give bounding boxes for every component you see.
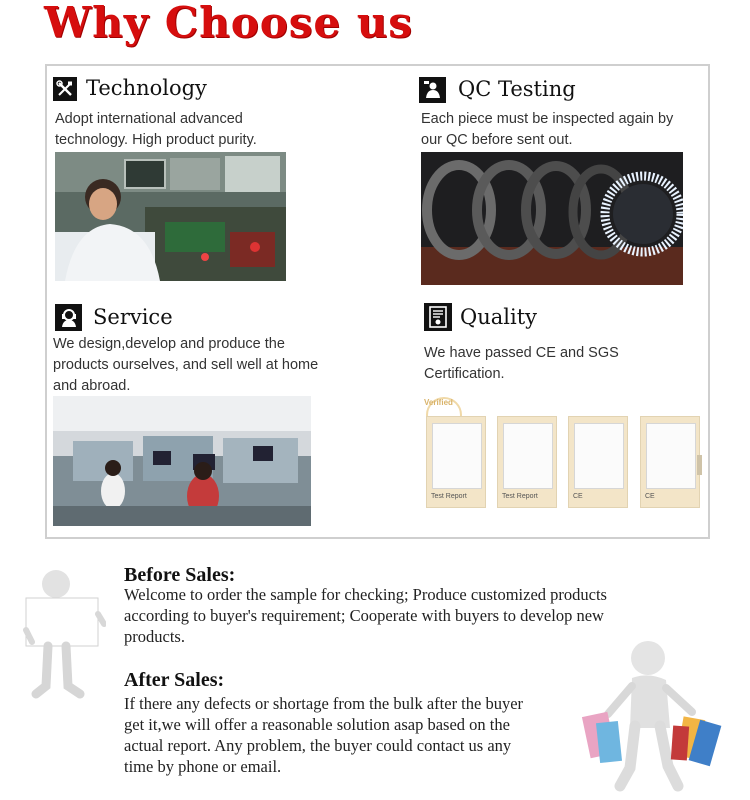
certificate-label: CE bbox=[645, 493, 655, 500]
figure-with-shopping-bags bbox=[580, 638, 730, 793]
service-title: Service bbox=[93, 305, 173, 329]
service-icon bbox=[55, 304, 82, 331]
certificate-card[interactable] bbox=[497, 416, 557, 508]
page-title: Why Choose us bbox=[44, 0, 413, 47]
certificate-label: Test Report bbox=[431, 493, 467, 500]
before-sales-text: Welcome to order the sample for checking; Produce customized products according to buyer's requirement; Cooperate with buyers to develop new products. bbox=[124, 585, 607, 646]
tools-icon bbox=[53, 77, 77, 101]
carousel-next-arrow[interactable] bbox=[697, 455, 702, 475]
after-sales-text: If there any defects or shortage from the bulk after the buyer get it,we will offer a reasonable solution asap based on the actual report. Any problem, the buyer could contact us any time by phone or email. bbox=[124, 694, 524, 776]
technology-text: Adopt international advanced technology. High product purity. bbox=[55, 111, 257, 148]
quality-text: We have passed CE and SGS Certification. bbox=[424, 345, 619, 382]
technology-title: Technology bbox=[86, 76, 207, 100]
certificate-label: Test Report bbox=[502, 493, 538, 500]
certificate-label: CE bbox=[573, 493, 583, 500]
after-sales-heading: After Sales: bbox=[124, 669, 225, 691]
certificate-document bbox=[646, 423, 696, 489]
quality-title: Quality bbox=[460, 305, 537, 329]
qc-photo bbox=[421, 152, 683, 285]
service-photo bbox=[53, 396, 311, 526]
before-sales-heading: Before Sales: bbox=[124, 564, 236, 586]
inspector-icon bbox=[419, 77, 446, 103]
service-text: We design,develop and produce the products ourselves, and sell well at home and abroad. bbox=[53, 336, 319, 394]
verified-stamp-label: Verified bbox=[424, 398, 453, 407]
technology-photo bbox=[55, 152, 286, 281]
qc-text: Each piece must be inspected again by our QC before sent out. bbox=[421, 111, 674, 148]
certificate-card[interactable] bbox=[640, 416, 700, 508]
qc-title: QC Testing bbox=[458, 77, 576, 101]
certificate-document bbox=[503, 423, 553, 489]
certificate-card[interactable] bbox=[568, 416, 628, 508]
certificate-card[interactable] bbox=[426, 416, 486, 508]
certificate-icon bbox=[424, 303, 452, 331]
figure-holding-sign bbox=[18, 568, 106, 700]
certificate-document bbox=[432, 423, 482, 489]
certificate-document bbox=[574, 423, 624, 489]
